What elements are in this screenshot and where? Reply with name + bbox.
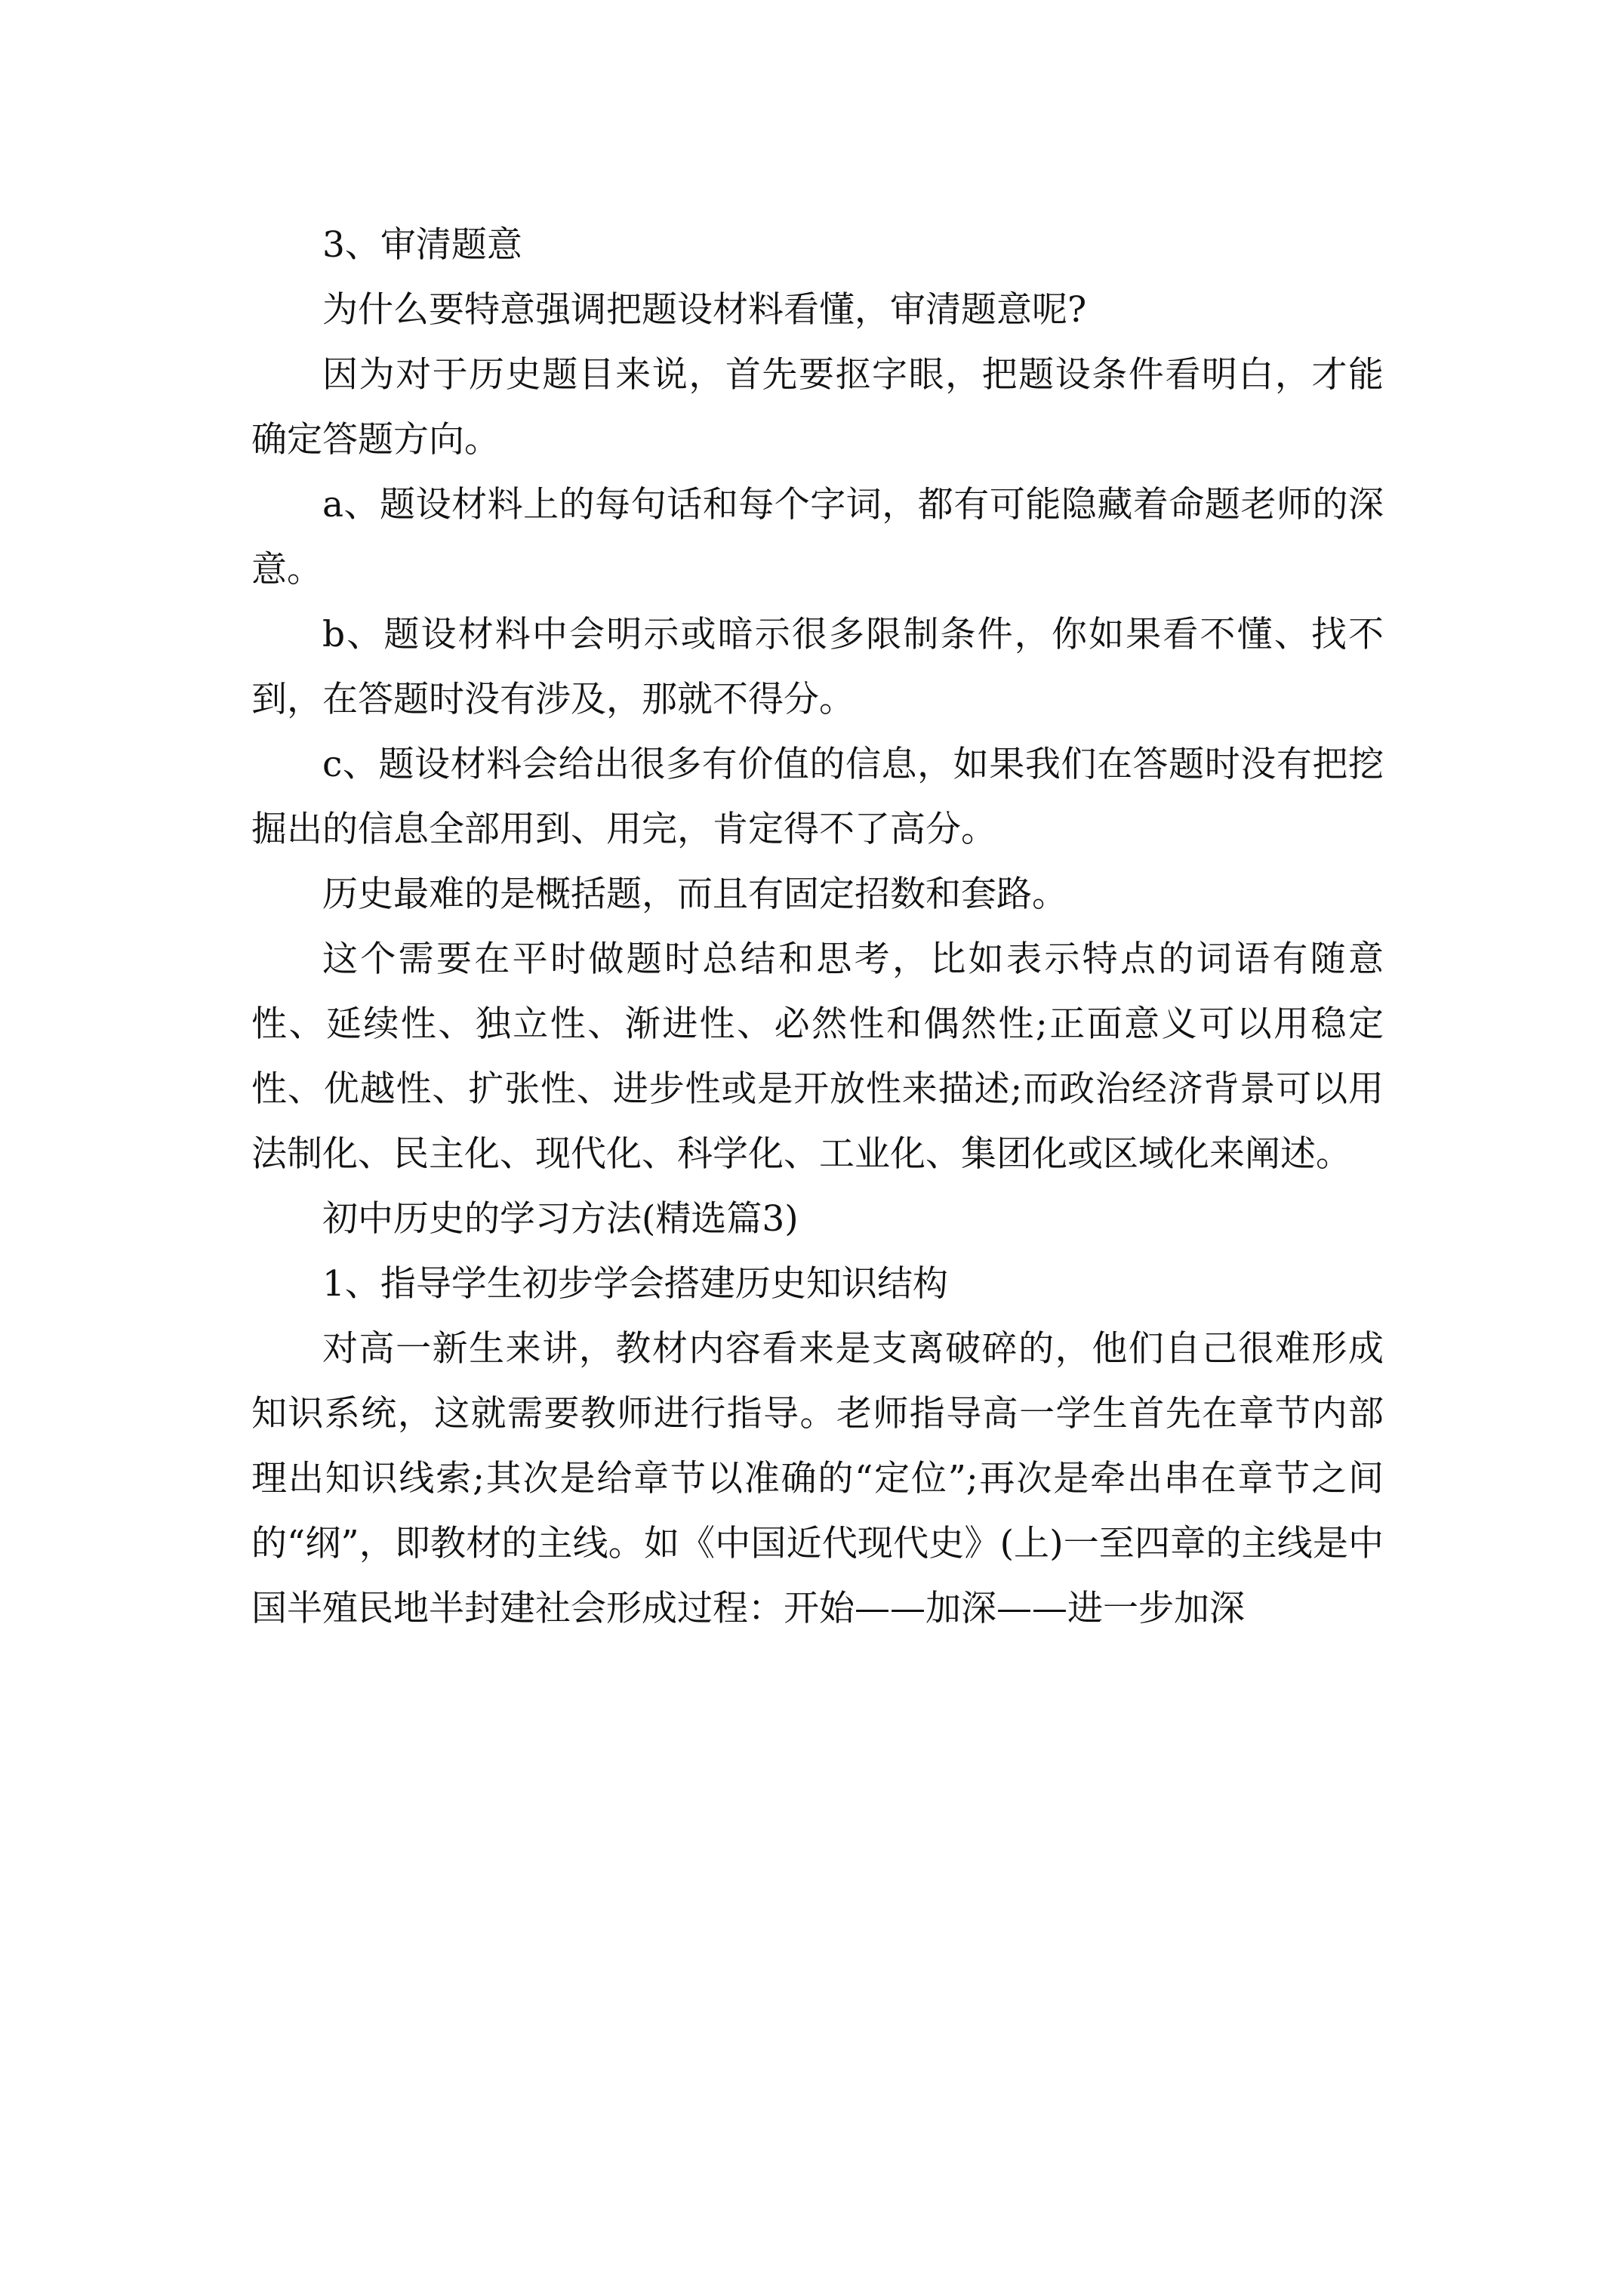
section-heading-method-3: 初中历史的学习方法(精选篇3) <box>322 1198 799 1240</box>
paragraph-summary-question: 历史最难的是概括题，而且有固定招数和套路。 <box>322 874 1067 915</box>
paragraph-point-b: b、题设材料中会明示或暗示很多限制条件，你如果看不懂、找不到，在答题时没有涉及，那就不得分。 <box>251 614 1384 720</box>
paragraph-point-c: c、题设材料会给出很多有价值的信息，如果我们在答题时没有把挖掘出的信息全部用到、用完，肯定得不了高分。 <box>251 744 1384 850</box>
paragraph-reason: 因为对于历史题目来说，首先要抠字眼，把题设条件看明白，才能确定答题方向。 <box>251 354 1384 461</box>
section-heading-review-question: 3、审清题意 <box>322 224 522 266</box>
paragraph-guidance: 对高一新生来讲，教材内容看来是支离破碎的，他们自己很难形成知识系统，这就需要教师进行指导。老师指导高一学生首先在章节内部理出知识线索;其次是给章节以准确的“定位”;再次是牵出串在章节之间的“纲”，即教材的主线。如《中国近代现代史》(上)一至四章的主线是中国半殖民地半封建社会形成过程：开始——加深——进一步加深 <box>251 1328 1384 1629</box>
paragraph-point-a: a、题设材料上的每句话和每个字词，都有可能隐藏着命题老师的深意。 <box>251 484 1384 590</box>
document-body <box>251 213 1384 1641</box>
subheading-knowledge-structure: 1、指导学生初步学会搭建历史知识结构 <box>322 1263 948 1305</box>
paragraph-summary-detail: 这个需要在平时做题时总结和思考，比如表示特点的词语有随意性、延续性、独立性、渐进性、必然性和偶然性;正面意义可以用稳定性、优越性、扩张性、进步性或是开放性来描述;而政治经济背景可以用法制化、民主化、现代化、科学化、工业化、集团化或区域化来阐述。 <box>251 938 1384 1175</box>
paragraph-why-question: 为什么要特意强调把题设材料看懂，审清题意呢? <box>322 289 1087 331</box>
